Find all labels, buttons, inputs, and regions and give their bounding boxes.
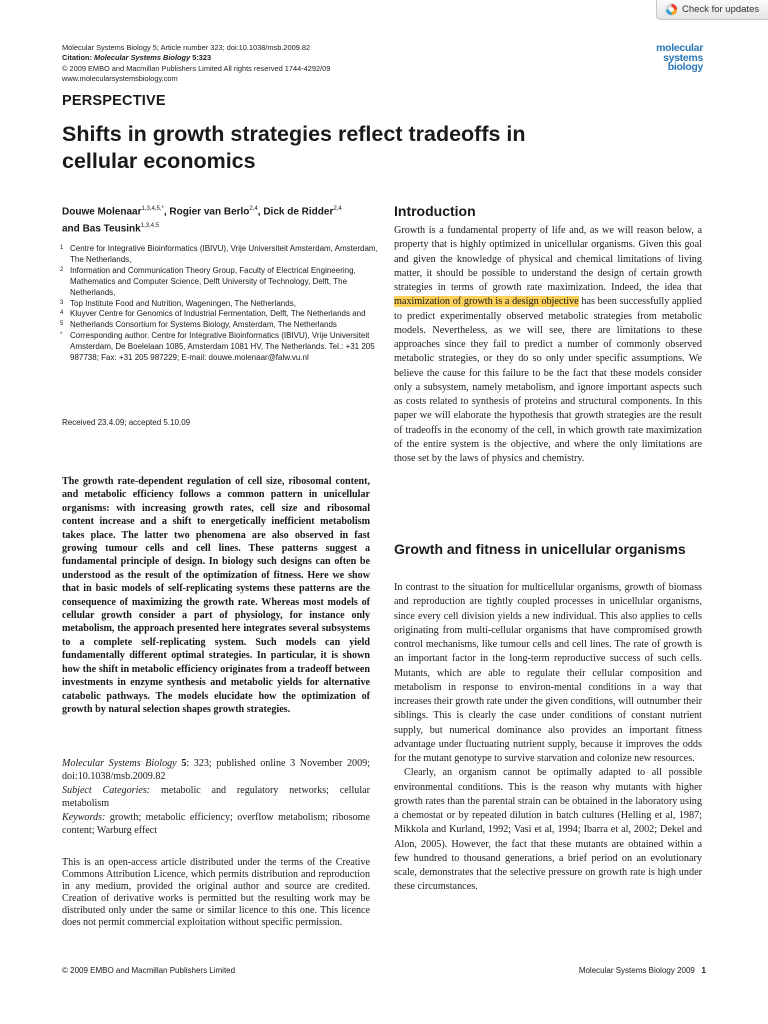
affiliation-item: 4 Kluyver Centre for Genomics of Industrial Fermentation, Delft, The Netherlands and <box>60 309 366 319</box>
header-line-website[interactable]: www.molecularsystemsbiology.com <box>62 74 178 84</box>
author-list: Douwe Molenaar$^{1,3,4,5,*}$, Rogier van Berlo$^{2,4}$, Dick de Ridder$^{2,4}$ and Bas Teusink$^{1,3,4,5}$ <box>62 206 342 235</box>
highlighted-text: maximization of growth is a design objective <box>394 296 579 308</box>
corresponding-author: * Corresponding author. Centre for Integrative Bioinformatics (IBIVU), Vrije Universiteit Amsterdam, De Boelelaan 1085, Amsterdam 1081 HV, The Netherlands. Tel.: +31 205 987738; Fax: +31 205 987229; E-mail: douwe.molenaar@falw.vu.nl <box>60 331 375 363</box>
author-name: Rogier van Berlo <box>169 206 250 218</box>
footer-copyright: © 2009 EMBO and Macmillan Publishers Limited <box>62 966 236 975</box>
check-for-updates-badge[interactable] <box>656 0 768 20</box>
growth-fitness-body <box>394 581 702 895</box>
abstract: The growth rate-dependent regulation of cell size, ribosomal content, and metabolic efficiency follows a common pattern in unicellular organisms: with increasing growth rates, cell size and ribosomal content increase and a shift to energetically inefficient metabolism takes place. The latter two phenomena are also observed in fast growing tumour cells and cell lines. These patterns suggest a fundamental principle of design. In biology such designs can often be understood as the result of the optimization of fitness. Here we show that in basic models of self-replicating systems these patterns are the consequence of maximizing the growth rate. Whereas most models of cellular growth consider a part of physiology, for instance only metabolism, the approach presented here integrates several subsystems to a complete self-replicating system. Such models can yield fundamentally different optimal strategies. In particular, it is shown how the shift in metabolic efficiency originates from a tradeoff between investments in enzyme synthesis and metabolic yields for alternative catabolic pathways. The models elucidate how the optimization of growth by natural selection shapes growth strategies. <box>62 476 370 715</box>
section-heading-introduction: Introduction <box>394 203 476 219</box>
footer-journal: Molecular Systems Biology 2009 1 <box>578 966 706 975</box>
crossmark-icon <box>665 3 678 16</box>
author-name: Douwe Molenaar <box>62 206 142 218</box>
section-heading-growth-fitness: Growth and fitness in unicellular organisms <box>394 541 686 557</box>
affiliation-item: 1 Centre for Integrative Bioinformatics (IBIVU), Vrije Universiteit Amsterdam, Amsterdam, The Netherlands, <box>60 244 378 264</box>
page-number: 1 <box>701 966 706 975</box>
citation-block: Molecular Systems Biology 5: 323; published online 3 November 2009; doi:10.1038/msb.2009.82 Subject Categories: metabolic and regulatory networks; cellular metabolism Keywords: growth; metabolic efficiency; overflow metabolism; ribosome content; Warburg effect <box>62 758 371 837</box>
paragraph: Clearly, an organism cannot be optimally adapted to all possible environmental conditions. This is the reason why mutants with higher growth rates than the parental strain can be obtained in the laboratory using a chemostat or by repeated dilution in batch cultures (Helling et al, 1987; Mikkola and Kurland, 1992; Vasi et al, 1994; Ibarra et al, 2002; Dekel and Alon, 2005). However, the fact that these mutants are obtained within a few hundred to thousand generations, a brief period on an evolutionary scale, demonstrates that the selective pressure on growth rate is high under these circumstances. <box>394 767 702 893</box>
section-label: PERSPECTIVE <box>62 93 166 109</box>
journal-header <box>62 43 330 85</box>
header-line-article: Molecular Systems Biology 5; Article number 323; doi:10.1038/msb.2009.82 <box>62 43 311 52</box>
license-text: This is an open-access article distributed under the terms of the Creative Commons Attribution Licence, which permits distribution and reproduction in any medium, provided the original author and source are credited. Creation of derivative works is permitted but the resulting work may be distributed only under the same or similar licence to this one. This licence does not permit commercial exploitation without specific permission. <box>62 857 370 929</box>
check-for-updates-label: Check for updates <box>682 4 760 15</box>
journal-logo: molecular systems biology <box>656 42 703 73</box>
affiliation-item: 3 Top Institute Food and Nutrition, Wageningen, The Netherlands, <box>60 298 296 308</box>
author-name: Bas Teusink <box>82 223 141 235</box>
affiliation-item: 5 Netherlands Consortium for Systems Biology, Amsterdam, The Netherlands <box>60 320 337 330</box>
header-line-citation: Citation: Molecular Systems Biology 5:323 <box>62 53 212 63</box>
affiliation-item: 2 Information and Communication Theory Group, Faculty of Electrical Engineering, Mathematics and Computer Science, Delft University of Technology, Delft, The Netherlands, <box>60 265 356 297</box>
article-title: Shifts in growth strategies reflect tradeoffs in cellular economics <box>62 122 526 173</box>
author-name: Dick de Ridder <box>263 206 334 218</box>
header-line-copyright: © 2009 EMBO and Macmillan Publishers Limited All rights reserved 1744-4292/09 <box>62 63 331 73</box>
paragraph: In contrast to the situation for multicellular organisms, growth of biomass and reproduction are tightly coupled processes in unicellular organisms, since every cell division yields a new individual. This also applies to cells originating from multi-cellular organisms that have compromised growth control mechanisms, like tumour cells and cell lines. The rate of growth is an important factor in the long-term reproductive success of such cells. Mutants, which are able to regulate their cellular composition and metabolism in response to environ-mental conditions in a way that increases their growth rate under the given conditions, will outnumber their siblings. This is clearly the case under conditions of constant nutrient supply, but numerical dominance also provides an important fitness advantage under fluctuating nutrient supply, because it improves the odds for the mutant genotype to survive starvation and colonize new resources. <box>394 582 702 764</box>
received-dates: Received 23.4.09; accepted 5.10.09 <box>62 418 191 427</box>
introduction-body: Growth is a fundamental property of life and, as we will reason below, a property that is highly optimized in unicellular organisms. Given this goal and given the knowledge of physical and chemical limitations of living matter, it should be possible to understand the design of certain growth strategies in terms of growth rate maximization. Indeed, the idea that maximization of growth is a design objective has been successfully applied to predict experimentally observed metabolic strategies from metabolic models. Nevertheless, as we will see, there are limitations to these approaches since they fail to predict a number of commonly observed metabolic strategies, or they do so only under specific assumptions. We believe the cause for this failure to be the fact that these models consider only a subsystem, namely metabolism, and ignore important aspects such as costs related to synthesis of proteins and structural components. In this paper we will elaborate the hypothesis that growth strategies are the result of tradeoffs in the economy of the cell, in which growth rate maximization of the entire system is the objective, and where the only limitations are those set by the laws of physics and chemistry. <box>394 225 702 464</box>
affiliations <box>60 244 380 364</box>
